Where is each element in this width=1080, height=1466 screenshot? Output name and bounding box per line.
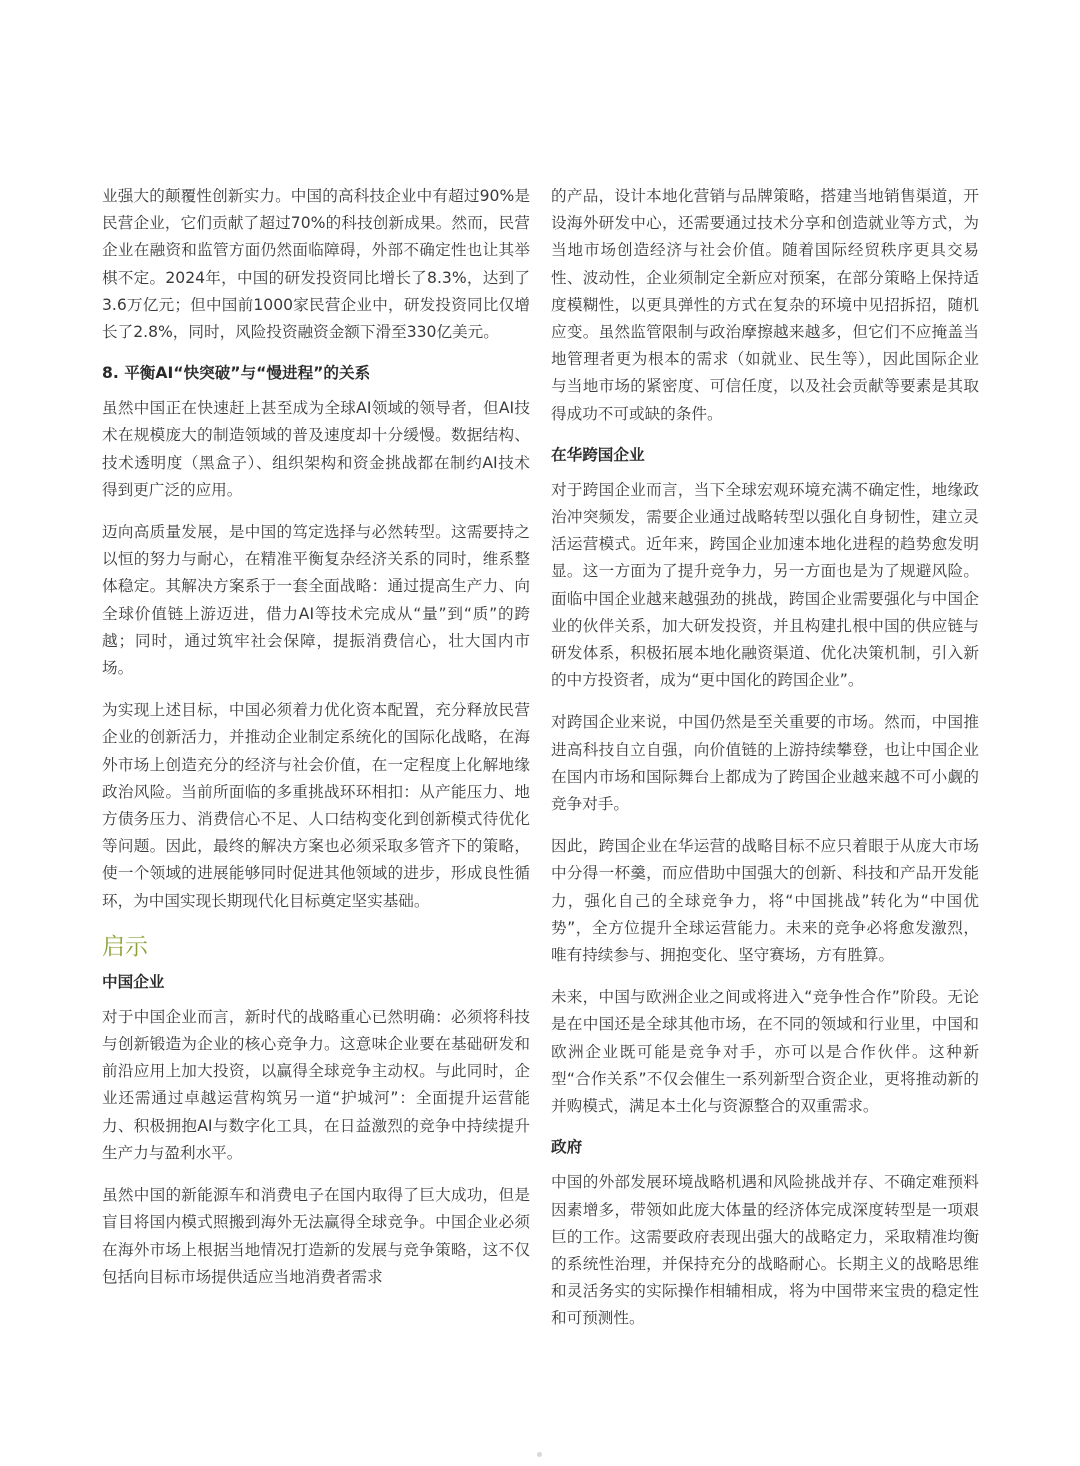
paragraph: 对跨国企业来说，中国仍然是至关重要的市场。然而，中国推进高科技自立自强，向价值链的上游持续攀登，也让中国企业在国内市场和国际舞台上都成为了跨国企业越来越不可小觑的竞争对手。 — [551, 713, 979, 814]
paragraph: 中国的外部发展环境战略机遇和风险挑战并存、不确定难预料因素增多，带领如此庞大体量的经济体完成深度转型是一项艰巨的工作。这需要政府表现出强大的战略定力，采取精准均衡的系统性治理，并保持充分的战略耐心。长期主义的战略思维和灵活务实的实际操作相辅相成，将为中国带来宝贵的稳定性和可预测性。 — [551, 1173, 979, 1328]
paragraph: 对于中国企业而言，新时代的战略重心已然明确：必须将科技与创新锻造为企业的核心竞争力。这意味企业要在基础研发和前沿应用上加大投资，以赢得全球竞争主动权。与此同时，企业还需通过卓越运营构筑另一道“护城河”：全面提升运营能力、积极拥抱AI与数字化工具，在日益激烈的竞争中持续提升生产力与盈利水平。 — [102, 1007, 530, 1162]
subheading: 8. 平衡AI“快突破”与“慢进程”的关系 — [102, 364, 371, 383]
paragraph: 未来，中国与欧洲企业之间或将进入“竞争性合作”阶段。无论是在中国还是全球其他市场，在不同的领域和行业里，中国和欧洲企业既可能是竞争对手，亦可以是合作伙伴。这种新型“合作关系”不仅会催生一系列新型合资企业，更将推动新的并购模式，满足本土化与资源整合的双重需求。 — [551, 988, 979, 1116]
paragraph: 对于跨国企业而言，当下全球宏观环境充满不确定性，地缘政治冲突频发，需要企业通过战略转型以强化自身韧性，建立灵活运营模式。近年来，跨国企业加速本地化进程的趋势愈发明显。这一方面为了提升竞争力，另一方面也是为了规避风险。面临中国企业越来越强劲的挑战，跨国企业需要强化与中国企业的伙伴关系，加大研发投资，并且构建扎根中国的供应链与研发体系，积极拓展本地化融资渠道、优化决策机制，引入新的中方投资者，成为“更中国化的跨国企业”。 — [551, 480, 979, 690]
page-indicator-dot — [537, 1452, 542, 1457]
paragraph: 的产品，设计本地化营销与品牌策略，搭建当地销售渠道，开设海外研发中心，还需要通过技术分享和创造就业等方式，为当地市场创造经济与社会价值。随着国际经贸秩序更具交易性、波动性，企业须制定全新应对预案，在部分策略上保持适度模糊性，以更具弹性的方式在复杂的环境中见招拆招，随机应变。虽然监管限制与政治摩擦越来越多，但它们不应掩盖当地管理者更为根本的需求（如就业、民生等），因此国际企业与当地市场的紧密度、可信任度，以及社会贡献等要素是其取得成功不可或缺的条件。 — [551, 187, 979, 423]
subheading: 中国企业 — [102, 972, 165, 991]
paragraph: 因此，跨国企业在华运营的战略目标不应只着眼于从庞大市场中分得一杯羹，而应借助中国强大的创新、科技和产品开发能力，强化自己的全球竞争力，将“中国挑战”转化为“中国优势”，全方位提升全球运营能力。未来的竞争必将愈发激烈，唯有持续参与、拥抱变化、坚守赛场，方有胜算。 — [551, 837, 979, 965]
paragraph: 虽然中国正在快速赶上甚至成为全球AI领域的领导者，但AI技术在规模庞大的制造领域的普及速度却十分缓慢。数据结构、技术透明度（黑盒子）、组织架构和资金挑战都在制约AI技术得到更广泛的应用。 — [102, 399, 530, 499]
paragraph: 虽然中国的新能源车和消费电子在国内取得了巨大成功，但是盲目将国内模式照搬到海外无法赢得全球竞争。中国企业必须在海外市场上根据当地情况打造新的发展与竞争策略，这不仅包括向目标市场提供适应当地消费者需求 — [102, 1186, 530, 1286]
subheading: 在华跨国企业 — [551, 445, 645, 464]
subheading: 政府 — [551, 1138, 583, 1157]
paragraph: 为实现上述目标，中国必须着力优化资本配置，充分释放民营企业的创新活力，并推动企业制定系统化的国际化战略，在海外市场上创造充分的经济与社会价值，在一定程度上化解地缘政治风险。当前所面临的多重挑战环环相扣：从产能压力、地方债务压力、消费信心不足、人口结构变化到创新模式待优化等问题。因此，最终的解决方案也必须采取多管齐下的策略，使一个领域的进展能够同时促进其他领域的进步，形成良性循环，为中国实现长期现代化目标奠定坚实基础。 — [102, 701, 530, 910]
section-title: 启示 — [102, 933, 148, 960]
right-column — [551, 183, 979, 1348]
paragraph: 业强大的颠覆性创新实力。中国的高科技企业中有超过90%是民营企业，它们贡献了超过70%的科技创新成果。然而，民营企业在融资和监管方面仍然面临障碍，外部不确定性也让其举棋不定。2024年，中国的研发投资同比增长了8.3%，达到了3.6万亿元；但中国前1000家民营企业中，研发投资同比仅增长了2.8%，同时，风险投资融资金额下滑至330亿美元。 — [102, 187, 530, 342]
left-column — [102, 183, 530, 1306]
paragraph: 迈向高质量发展，是中国的笃定选择与必然转型。这需要持之以恒的努力与耐心，在精准平衡复杂经济关系的同时，维系整体稳定。其解决方案系于一套全面战略：通过提高生产力、向全球价值链上游迈进，借力AI等技术完成从“量”到“质”的跨越；同时，通过筑牢社会保障，提振消费信心，壮大国内市场。 — [102, 523, 530, 678]
